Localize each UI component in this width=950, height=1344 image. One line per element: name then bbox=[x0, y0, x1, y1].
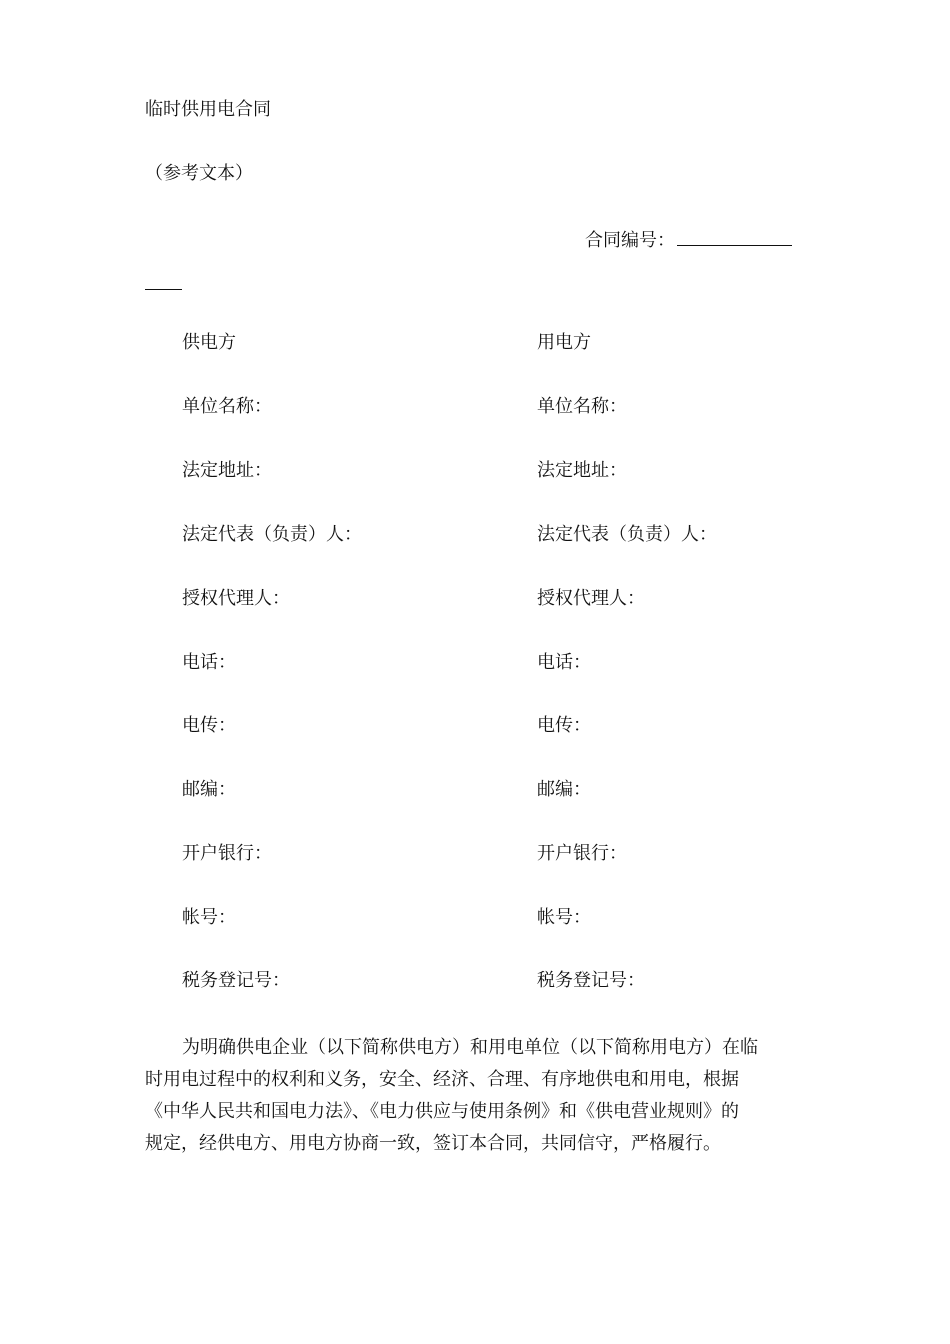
supplier-field-account: 帐号： bbox=[182, 907, 236, 928]
contract-number-label: 合同编号： bbox=[585, 230, 675, 251]
preamble-paragraph bbox=[145, 1032, 800, 1160]
supplier-field-telex: 电传： bbox=[182, 715, 236, 736]
consumer-field-bank: 开户银行： bbox=[537, 843, 627, 864]
preamble-line: 为明确供电企业（以下简称供电方）和用电单位（以下简称用电方）在临 bbox=[182, 1037, 758, 1058]
consumer-field-tax-id: 税务登记号： bbox=[537, 970, 645, 991]
document-title: 临时供用电合同 bbox=[145, 99, 271, 120]
supplier-field-unit-name: 单位名称： bbox=[182, 396, 272, 417]
supplier-field-agent: 授权代理人： bbox=[182, 588, 290, 609]
consumer-field-telex: 电传： bbox=[537, 715, 591, 736]
consumer-field-unit-name: 单位名称： bbox=[537, 396, 627, 417]
supplier-field-postcode: 邮编： bbox=[182, 779, 236, 800]
consumer-field-agent: 授权代理人： bbox=[537, 588, 645, 609]
supplier-field-tax-id: 税务登记号： bbox=[182, 970, 290, 991]
consumer-field-phone: 电话： bbox=[537, 652, 591, 673]
consumer-field-legal-rep: 法定代表（负责）人： bbox=[537, 524, 717, 545]
supplier-heading: 供电方 bbox=[182, 332, 236, 353]
contract-number-blank bbox=[677, 228, 792, 246]
consumer-heading: 用电方 bbox=[537, 332, 591, 353]
supplier-field-legal-address: 法定地址： bbox=[182, 460, 272, 481]
preamble-line: 规定，经供电方、用电方协商一致，签订本合同，共同信守，严格履行。 bbox=[145, 1133, 721, 1154]
supplier-field-phone: 电话： bbox=[182, 652, 236, 673]
consumer-field-postcode: 邮编： bbox=[537, 779, 591, 800]
contract-number-blank-continued bbox=[145, 289, 182, 290]
contract-number-row bbox=[585, 228, 792, 253]
supplier-field-legal-rep: 法定代表（负责）人： bbox=[182, 524, 362, 545]
preamble-line: 时用电过程中的权利和义务，安全、经济、合理、有序地供电和用电，根据 bbox=[145, 1069, 739, 1090]
supplier-field-bank: 开户银行： bbox=[182, 843, 272, 864]
document-subtitle: （参考文本） bbox=[145, 163, 253, 184]
consumer-field-legal-address: 法定地址： bbox=[537, 460, 627, 481]
consumer-field-account: 帐号： bbox=[537, 907, 591, 928]
preamble-line: 《中华人民共和国电力法》、《电力供应与使用条例》和《供电营业规则》的 bbox=[145, 1101, 739, 1122]
